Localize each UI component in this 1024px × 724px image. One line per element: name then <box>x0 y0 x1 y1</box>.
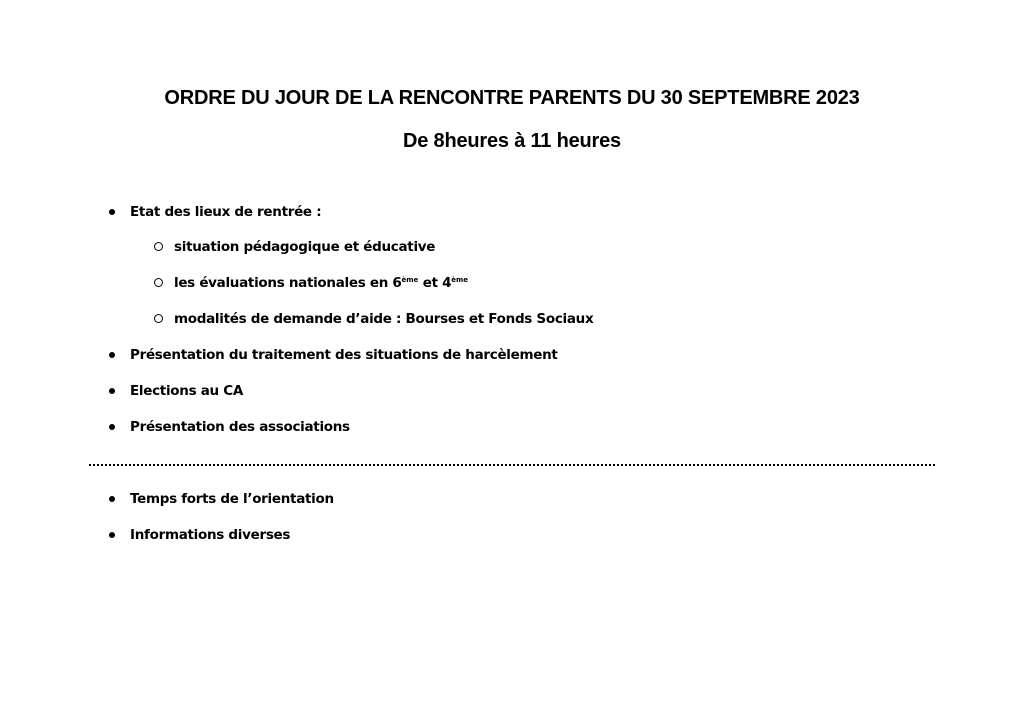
bullet-disc-icon <box>109 532 115 538</box>
superscript-sixieme: ème <box>401 276 419 284</box>
sub-list-item-label: situation pédagogique et éducative <box>174 239 436 255</box>
bullet-disc-icon <box>109 424 115 430</box>
list-item-etat-des-lieux <box>130 203 321 221</box>
sub-list-item-evaluations <box>174 274 468 292</box>
list-item-elections <box>130 382 243 400</box>
list-item-label: Etat des lieux de rentrée : <box>130 204 322 220</box>
sub-list-item-label: modalités de demande d’aide : Bourses et Fonds Sociaux <box>174 311 594 327</box>
bullet-circle-icon <box>154 242 163 251</box>
bullet-disc-icon <box>109 496 115 502</box>
page-title: ORDRE DU JOUR DE LA RENCONTRE PARENTS DU 30 SEPTEMBRE 2023 <box>164 87 860 109</box>
evaluations-prefix: les évaluations nationales en 6 <box>174 275 402 291</box>
list-item-label: Présentation des associations <box>130 419 350 435</box>
sub-list-item-modalites <box>174 310 593 328</box>
bullet-disc-icon <box>109 209 115 215</box>
dotted-separator <box>89 464 935 466</box>
bullet-disc-icon <box>109 388 115 394</box>
list-item-label: Elections au CA <box>130 383 243 399</box>
sub-list-item-situation <box>174 238 435 256</box>
list-item-label: Temps forts de l’orientation <box>130 491 334 507</box>
evaluations-middle: et 4 <box>418 275 452 291</box>
list-item-associations <box>130 418 350 436</box>
list-item-label: Informations diverses <box>130 527 291 543</box>
list-item-informations <box>130 526 290 544</box>
bullet-circle-icon <box>154 314 163 323</box>
list-item-label: Présentation du traitement des situations de harcèlement <box>130 347 558 363</box>
sub-list-item-label <box>174 274 468 292</box>
superscript-quatrieme: ème <box>451 276 469 284</box>
page-subtitle: De 8heures à 11 heures <box>403 130 621 152</box>
bullet-disc-icon <box>109 352 115 358</box>
list-item-harcelement <box>130 346 558 364</box>
list-item-orientation <box>130 490 334 508</box>
bullet-circle-icon <box>154 278 163 287</box>
